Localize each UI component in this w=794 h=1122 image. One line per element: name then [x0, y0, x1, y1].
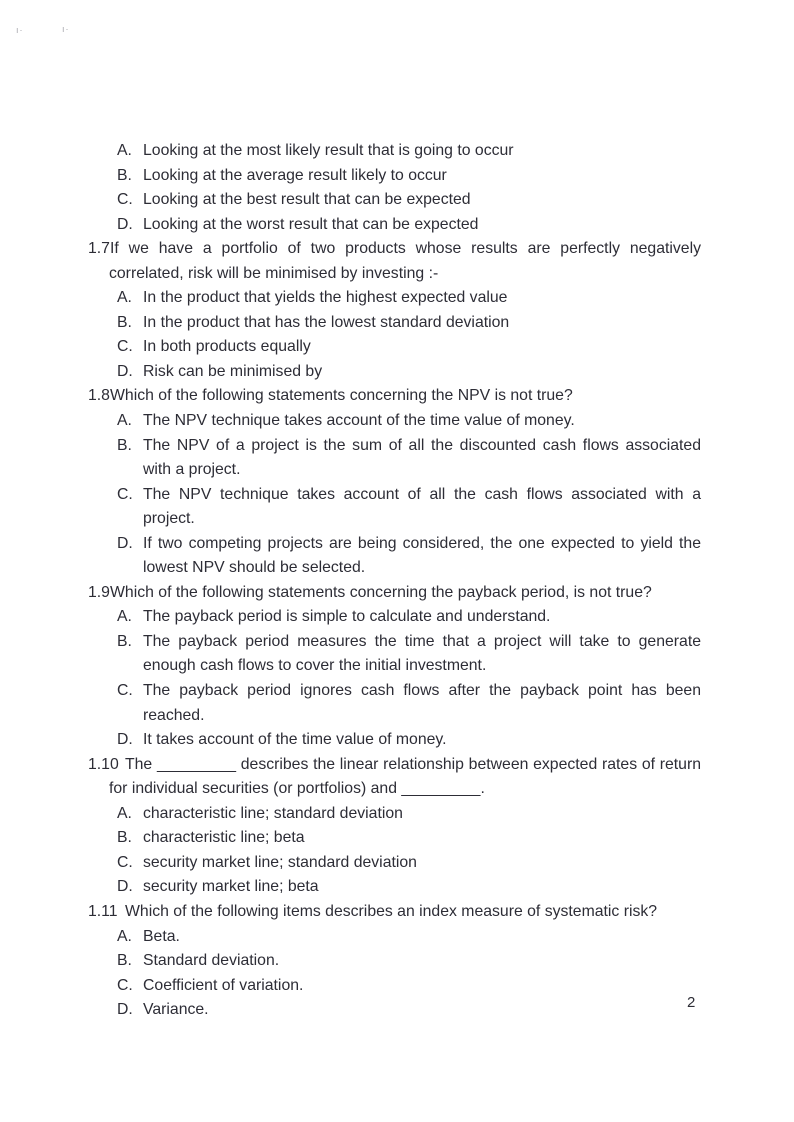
option-text: Looking at the best result that can be expected — [143, 191, 471, 209]
question-head-1-10 — [88, 753, 701, 802]
option-letter: D. — [117, 534, 133, 552]
question-text: Which of the following statements concerning the NPV is not true? — [110, 387, 573, 405]
option-letter: B. — [117, 166, 132, 184]
question-head-1-9 — [88, 581, 701, 606]
question-number: 1.9 — [88, 583, 110, 601]
option-letter: D. — [117, 362, 133, 380]
option-row — [117, 949, 701, 974]
option-row — [117, 483, 701, 532]
option-row — [117, 286, 701, 311]
option-letter: C. — [117, 485, 133, 503]
question-number: 1.11 — [88, 902, 118, 920]
option-row — [117, 679, 701, 728]
option-letter: A. — [117, 927, 132, 945]
option-text: In both products equally — [143, 338, 311, 356]
option-letter: B. — [117, 829, 132, 847]
question-head-1-11 — [88, 900, 701, 925]
option-row — [117, 605, 701, 630]
option-letter: C. — [117, 338, 133, 356]
option-text: The payback period ignores cash flows after the payback point has been reached. — [143, 682, 701, 724]
option-letter: A. — [117, 412, 132, 430]
option-text: characteristic line; beta — [143, 829, 305, 847]
option-row — [117, 188, 701, 213]
option-letter: A. — [117, 804, 132, 822]
option-letter: B. — [117, 952, 132, 970]
page-number: 2 — [687, 994, 696, 1011]
option-letter: D. — [117, 731, 133, 749]
option-row — [117, 802, 701, 827]
option-row — [117, 213, 701, 238]
question-text: Which of the following statements concerning the payback period, is not true? — [110, 583, 652, 601]
option-text: Looking at the worst result that can be expected — [143, 215, 479, 233]
option-row — [117, 875, 701, 900]
option-row — [117, 360, 701, 385]
option-letter: C. — [117, 682, 133, 700]
option-letter: D. — [117, 878, 133, 896]
questions-section — [88, 139, 701, 1023]
option-letter: B. — [117, 313, 132, 331]
option-row — [117, 164, 701, 189]
option-row — [117, 851, 701, 876]
option-letter: C. — [117, 976, 133, 994]
option-text: Variance. — [143, 1001, 209, 1019]
option-row — [117, 974, 701, 999]
question-number: 1.8 — [88, 387, 110, 405]
option-letter: B. — [117, 436, 132, 454]
option-text: Risk can be minimised by — [143, 362, 323, 380]
option-text: The NPV technique takes account of all the cash flows associated with a project. — [143, 485, 701, 528]
option-row — [117, 434, 701, 483]
option-text: The payback period is simple to calculate and understand. — [143, 608, 551, 626]
option-text: security market line; standard deviation — [143, 853, 417, 871]
question-head-1-8 — [88, 384, 701, 409]
question-text: If we have a portfolio of two products whose results are perfectly negatively correlated, risk will be minimised by investing :- — [109, 240, 701, 282]
scan-artifact-mark: ı· — [62, 24, 70, 34]
option-row — [117, 532, 701, 581]
question-text: Which of the following items describes an index measure of systematic risk? — [125, 902, 658, 920]
option-row — [117, 139, 701, 164]
option-text: Beta. — [143, 927, 180, 945]
option-letter: A. — [117, 142, 132, 159]
option-row — [117, 728, 701, 753]
option-text: The NPV technique takes account of the time value of money. — [143, 412, 575, 430]
option-text: In the product that yields the highest expected value — [143, 289, 508, 307]
option-row — [117, 998, 701, 1023]
option-text: The NPV of a project is the sum of all the discounted cash flows associated with a project. — [143, 436, 701, 479]
option-text: Looking at the most likely result that is going to occur — [143, 142, 514, 159]
option-text: security market line; beta — [143, 878, 319, 896]
question-head-1-7 — [88, 237, 701, 286]
option-text: characteristic line; standard deviation — [143, 804, 403, 822]
option-row — [117, 335, 701, 360]
option-text: The payback period measures the time that a project will take to generate enough cash flows to cover the initial investment. — [143, 632, 701, 675]
option-text: Standard deviation. — [143, 952, 280, 970]
option-letter: D. — [117, 215, 133, 233]
option-letter: B. — [117, 632, 132, 650]
option-text: Looking at the average result likely to occur — [143, 166, 447, 184]
option-row — [117, 311, 701, 336]
question-number: 1.10 — [88, 755, 119, 773]
option-row — [117, 826, 701, 851]
option-text: If two competing projects are being considered, the one expected to yield the lowest NPV should be selected. — [143, 534, 701, 577]
question-number: 1.7 — [88, 240, 110, 258]
option-row — [117, 409, 701, 434]
question-text: The _________ describes the linear relationship between expected rates of return for individual securities (or portfolios) and _________. — [109, 755, 701, 798]
option-row — [117, 630, 701, 679]
option-letter: C. — [117, 191, 133, 209]
option-text: It takes account of the time value of money. — [143, 731, 447, 749]
option-text: In the product that has the lowest standard deviation — [143, 313, 510, 331]
option-letter: C. — [117, 853, 133, 871]
option-row — [117, 925, 701, 950]
option-letter: A. — [117, 608, 132, 626]
option-text: Coefficient of variation. — [143, 976, 304, 994]
option-letter: D. — [117, 1001, 133, 1019]
option-letter: A. — [117, 289, 132, 307]
scan-artifact-mark: ı· — [16, 25, 24, 35]
